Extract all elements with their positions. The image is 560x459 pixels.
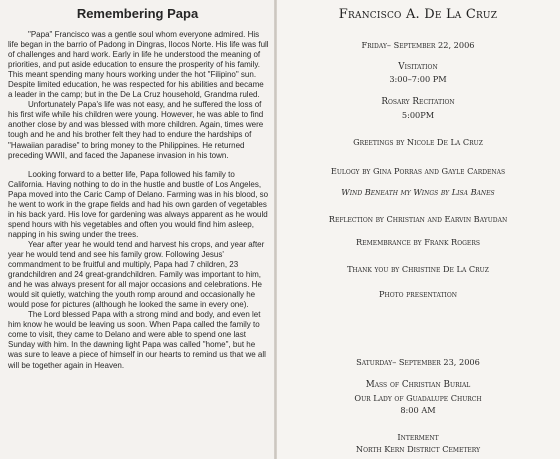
program-song: Wind Beneath my Wings by Lisa Banes	[341, 187, 495, 197]
obituary-paragraph: Year after year he would tend and harvest his crops, and year after year he would tend and see his family grow. Following Jesus' commandment to be fruitful and multiply, Papa had 7 children, 23 grandchildren and 24 great-grandchildren. Family was important to him, and he was always present for all major occasions and celebrations. He would sit quietly, watching the youth romp around and occasionally he would pose for pictures (although he looked the same in every one).	[8, 239, 265, 310]
cemetery-name: North Kern District Cemetery	[355, 444, 481, 454]
program-reflection: Reflection by Christian and Earvin Bayudan	[328, 214, 508, 224]
program-thank-you: Thank you by Christine De La Cruz	[347, 264, 489, 274]
visitation-time: 3:00–7:00 PM	[389, 74, 447, 84]
deceased-name: Francisco A. De La Cruz	[338, 7, 498, 22]
rosary-label: Rosary Recitation	[381, 97, 455, 107]
obituary-paragraph: The Lord blessed Papa with a strong mind and body, and even let him know he would be leaving us soon. When Papa called the family to come to visit, they came to Delano and were able to spend one last Sunday with him. In the dawning light Papa was called "home", but he was sure to leave a piece of himself in our hearts to remind us that we all will be together again in Heaven.	[8, 310, 266, 370]
obituary-paragraph: Looking forward to a better life, Papa followed his family to California. Having nothing to do in the hustle and bustle of Los Angeles, Papa moved into the Caric Camp of Delano. Farming was in his blood, so he went to work in the grape fields and had his own garden of vegetables in his back yard. His love for gardening was always apparent as he would spend hours with his vegetables and often you would find him asleep, napping in his swing under the trees.	[8, 169, 269, 239]
program-photo-presentation: Photo presentation	[378, 289, 458, 299]
mass-label: Mass of Christian Burial	[365, 380, 471, 390]
rosary-time: 5:00PM	[401, 110, 435, 120]
program-remembrance: Remembrance by Frank Rogers	[356, 237, 480, 247]
mass-time: 8:00 AM	[400, 405, 436, 415]
obituary-title: Remembering Papa	[76, 6, 199, 21]
program-greetings: Greetings by Nicole De La Cruz	[353, 137, 483, 147]
obituary-paragraph: "Papa" Francisco was a gentle soul whom everyone admired. His life began in the barrio of Padong in Dingras, Ilocos Norte. His life was full of challenges and hard work. Early in life he understood the meaning of priorities, and put aside education to ensure the prosperity of his family. This meant spending many hours working under the hot "Filipino" sun. Despite limited education, he was respected for his abilities and became a leader in the camp; but in the De La Cruz household, Grandma ruled.	[8, 30, 269, 100]
obituary-body	[8, 30, 270, 371]
visitation-label: Visitation	[398, 62, 438, 72]
program-eulogy: Eulogy by Gina Porras and Gayle Cardenas	[330, 166, 506, 176]
interment-label: Interment	[397, 432, 439, 442]
day1-date: Friday– September 22, 2006	[361, 40, 475, 50]
obituary-paragraph: Unfortunately Papa's life was not easy, and he suffered the loss of his first wife while his children were young. However, he was able to find another close by and was blessed with more children. Again, times were tough and he and his brother felt they had to endure the hardships of "Hawaiian paradise" to bring money to the Philippines. He returned preceding WWII, and faced the Japanese invasion in his town.	[8, 100, 264, 160]
church-name: Our Lady of Guadalupe Church	[354, 393, 482, 403]
day2-date: Saturday– September 23, 2006	[356, 357, 480, 367]
